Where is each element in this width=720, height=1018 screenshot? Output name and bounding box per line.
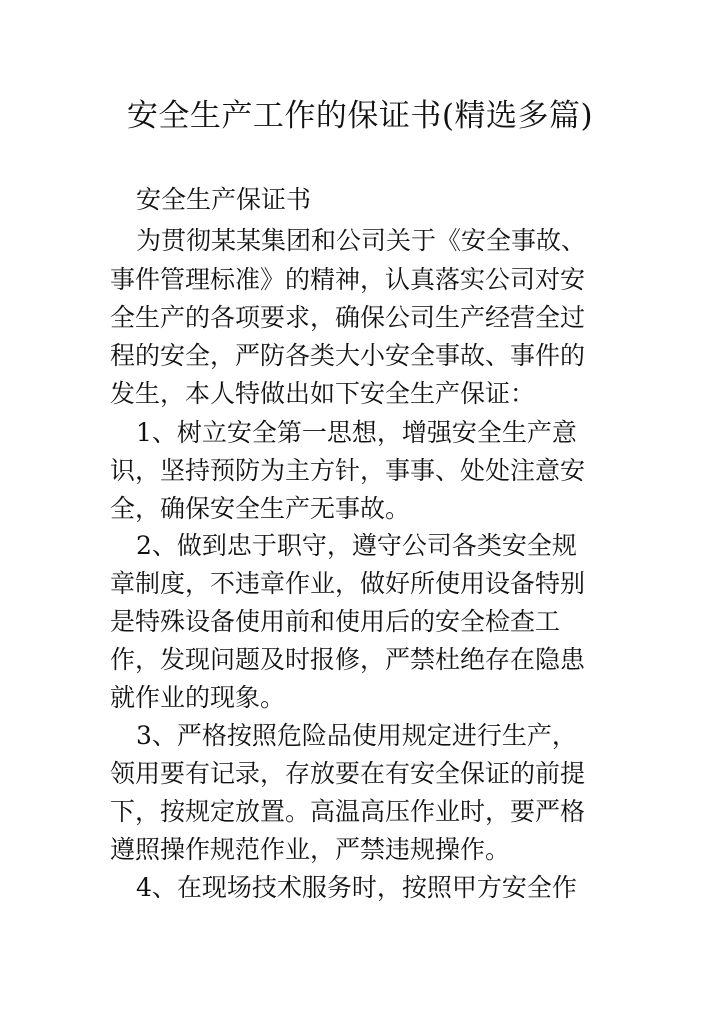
paragraph-line: 下，按规定放置。高温高压作业时，要严格 — [110, 797, 586, 826]
paragraph-line: 2、做到忠于职守，遵守公司各类安全规 — [136, 531, 577, 560]
paragraph-line: 遵照操作规范作业，严禁违规操作。 — [110, 835, 511, 864]
paragraph-line: 发生，本人特做出如下安全生产保证： — [110, 379, 536, 408]
paragraph-line: 是特殊设备使用前和使用后的安全检查工 — [110, 607, 561, 636]
paragraph-line: 全生产的各项要求，确保公司生产经营全过 — [110, 303, 586, 332]
paragraph-line: 为贯彻某某集团和公司关于《安全事故、 — [136, 226, 587, 255]
paragraph-line: 程的安全，严防各类大小安全事故、事件的 — [110, 341, 586, 370]
paragraph-line: 4、在现场技术服务时，按照甲方安全作 — [136, 873, 577, 902]
section-heading: 安全生产保证书 — [136, 185, 312, 214]
paragraph-line: 章制度，不违章作业，做好所使用设备特别 — [110, 569, 586, 598]
paragraph-line: 全，确保安全生产无事故。 — [110, 494, 411, 523]
paragraph-line: 作，发现问题及时报修，严禁杜绝存在隐患 — [110, 645, 586, 674]
paragraph-line: 领用要有记录，存放要在有安全保证的前提 — [110, 759, 586, 788]
paragraph-line: 识，坚持预防为主方针，事事、处处注意安 — [110, 456, 586, 485]
paragraph-line: 1、树立安全第一思想，增强安全生产意 — [136, 418, 577, 447]
paragraph-line: 事件管理标准》的精神，认真落实公司对安 — [110, 265, 586, 294]
paragraph-line: 3、严格按照危险品使用规定进行生产， — [136, 721, 577, 750]
paragraph-line: 就作业的现象。 — [110, 683, 286, 712]
document-title: 安全生产工作的保证书(精选多篇) — [126, 98, 594, 134]
